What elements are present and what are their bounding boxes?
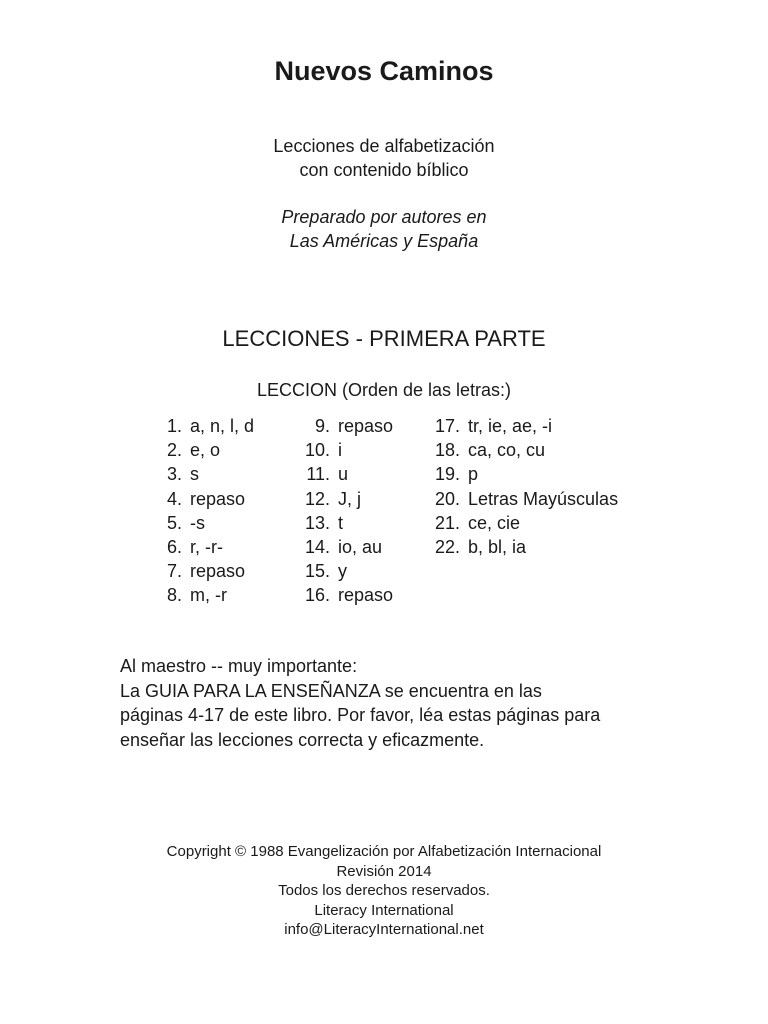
- lesson-column-2: [298, 414, 393, 608]
- subtitle-line: con contenido bíblico: [299, 160, 469, 180]
- authors-line: Preparado por autores en: [281, 207, 487, 227]
- lesson-item: [298, 583, 393, 607]
- lesson-letters: u: [338, 464, 349, 485]
- copyright-block: [0, 842, 768, 940]
- lesson-letters: i: [338, 440, 342, 461]
- lesson-item: [156, 535, 254, 559]
- lesson-item: [156, 511, 254, 535]
- lesson-number: 17.: [434, 416, 460, 436]
- lesson-letters: m, -r: [190, 585, 227, 606]
- lesson-number: 13.: [304, 512, 330, 533]
- copyright-line: Copyright © 1988 Evangelización por Alfabetización Internacional: [166, 843, 602, 860]
- lesson-letters: io, au: [338, 537, 383, 558]
- authors-line: Las Américas y España: [289, 231, 479, 251]
- lesson-number: 5.: [166, 512, 182, 533]
- lesson-letters: repaso: [338, 585, 394, 606]
- copyright-line: info@LiteracyInternational.net: [284, 921, 484, 939]
- authors-note: [0, 205, 768, 253]
- lesson-number: 4.: [166, 488, 182, 509]
- lesson-letters: s: [190, 464, 199, 485]
- copyright-line: Todos los derechos reservados.: [278, 882, 490, 900]
- lesson-letters: repaso: [338, 416, 394, 436]
- lesson-item: [431, 462, 618, 486]
- lesson-number: 19.: [434, 464, 460, 485]
- lesson-item: [156, 462, 254, 486]
- copyright-line: Revisión 2014: [336, 862, 432, 880]
- lesson-item: [156, 583, 254, 607]
- lesson-column-1: [156, 414, 254, 608]
- lesson-item: [431, 487, 618, 511]
- lesson-heading: LECCION (Orden de las letras:): [256, 380, 512, 400]
- lesson-item: [298, 559, 393, 583]
- subtitle-line: Lecciones de alfabetización: [273, 136, 495, 156]
- lesson-letters: r, -r-: [190, 537, 223, 558]
- lesson-item: [156, 414, 254, 438]
- lesson-item: [431, 414, 618, 438]
- lesson-item: [431, 438, 618, 462]
- lesson-number: 6.: [166, 537, 182, 558]
- subtitle: [0, 134, 768, 182]
- teacher-note: [120, 654, 680, 752]
- lesson-letters: J, j: [338, 488, 362, 509]
- lesson-item: [298, 487, 393, 511]
- teacher-note-line: páginas 4-17 de este libro. Por favor, léa estas páginas para: [120, 705, 601, 725]
- lesson-letters: ca, co, cu: [468, 440, 546, 461]
- lesson-item: [298, 511, 393, 535]
- lesson-number: 18.: [434, 440, 460, 461]
- lesson-letters: t: [338, 512, 344, 533]
- lesson-number: 15.: [304, 561, 330, 582]
- lesson-item: [156, 559, 254, 583]
- copyright-line: Literacy International: [314, 901, 454, 919]
- teacher-note-line: enseñar las lecciones correcta y eficazmente.: [120, 729, 485, 750]
- lesson-column-3: [431, 414, 618, 559]
- lesson-letters: repaso: [190, 488, 246, 509]
- lesson-number: 20.: [434, 488, 460, 509]
- lesson-letters: Letras Mayúsculas: [468, 488, 619, 509]
- lesson-number: 11.: [306, 464, 330, 485]
- lesson-number: 3.: [166, 464, 182, 485]
- lesson-number: 7.: [166, 561, 182, 582]
- lesson-item: [298, 438, 393, 462]
- lesson-item: [298, 462, 393, 486]
- lesson-item: [431, 535, 618, 559]
- lesson-item: [298, 414, 393, 438]
- lesson-number: 9.: [314, 416, 330, 436]
- lesson-letters: b, bl, ia: [468, 537, 527, 558]
- teacher-note-line: La GUIA PARA LA ENSEÑANZA se encuentra en las: [120, 680, 542, 701]
- teacher-note-line: Al maestro -- muy importante:: [120, 656, 358, 676]
- lesson-item: [431, 511, 618, 535]
- lesson-item: [156, 438, 254, 462]
- lesson-number: 22.: [434, 537, 460, 558]
- lesson-letters: -s: [190, 512, 205, 533]
- lesson-number: 16.: [304, 585, 330, 606]
- lesson-letters: a, n, l, d: [190, 416, 255, 436]
- lesson-letters: y: [338, 561, 347, 582]
- lesson-item: [298, 535, 393, 559]
- lesson-number: 1.: [166, 416, 182, 436]
- lesson-number: 12.: [304, 488, 330, 509]
- lesson-number: 14.: [304, 537, 330, 558]
- lesson-letters: e, o: [190, 440, 221, 461]
- lesson-number: 21.: [434, 512, 460, 533]
- lesson-number: 8.: [166, 585, 182, 606]
- lesson-number: 10.: [304, 440, 330, 461]
- lesson-letters: tr, ie, ae, -i: [468, 416, 553, 436]
- lesson-letters: ce, cie: [468, 512, 521, 533]
- lesson-number: 2.: [166, 440, 182, 461]
- page-title: Nuevos Caminos: [274, 56, 494, 86]
- lesson-item: [156, 487, 254, 511]
- lesson-letters: p: [468, 464, 479, 485]
- section-heading: LECCIONES - PRIMERA PARTE: [222, 326, 546, 351]
- lesson-letters: repaso: [190, 561, 246, 582]
